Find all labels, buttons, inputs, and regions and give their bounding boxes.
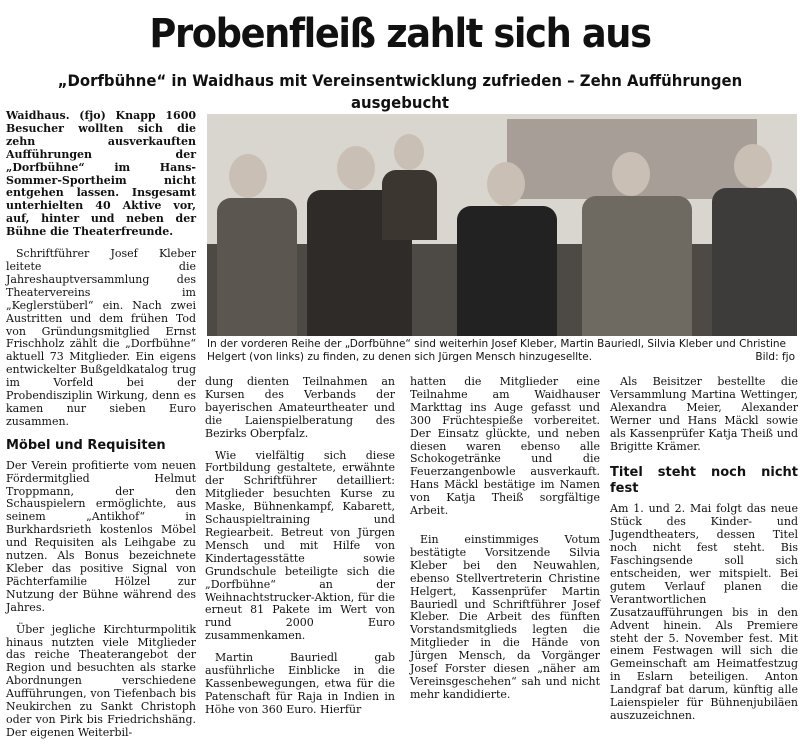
section-heading: Titel steht noch nicht fest [610, 465, 798, 497]
column-1 [6, 110, 196, 749]
caption-text: In der vorderen Reihe der „Dorfbühne“ sind weiterhin Josef Kleber, Martin Bauriedl, Silvia Kleber und Christine Helgert (von links) zu finden, zu denen sich Jürgen Mensch hinzugesellte. [207, 338, 787, 363]
paragraph: Über jegliche Kirchturmpolitik hinaus nutzten viele Mitglieder das reiche Theaterangebot der Region und besuchten als starke Abordnungen verschiedene Aufführungen, von Tiefenbach bis Neukirchen zu Sankt Christoph oder von Pirk bis Friedrichshäng. Der eigenen Weiterbil- [6, 622, 196, 739]
paragraph: Am 1. und 2. Mai folgt das neue Stück des Kinder- und Jugendtheaters, dessen Titel noch nicht fest steht. Bis Faschingsende soll sich entscheiden, wer mitspielt. Bei gutem Verlauf planen die Verantwortlichen Zusatzaufführungen bis in den Advent hinein. Als Premiere steht der 5. November fest. Mit einem Festwagen will sich die Gemeinschaft am Heimatfestzug in Eslarn beteiligen. Anton Landgraf bat darum, künftig alle Laienspieler für Bühnenjubiläen auszuzeichnen. [610, 502, 798, 722]
paragraph: dung dienten Teilnahmen an Kursen des Verbands der bayerischen Amateurtheater und die Laienspielberatung des Bezirks Oberpfalz. [205, 375, 395, 440]
lead-paragraph: Waidhaus. (fjo) Knapp 1600 Besucher wollten sich die zehn ausverkauften Aufführungen der „Dorfbühne“ im Hans-Sommer-Sportheim nicht entgehen lassen. Insgesamt unterhielten 40 Aktive vor, auf, hinter und neben der Bühne die Theaterfreunde. [6, 109, 196, 239]
paragraph: Martin Bauriedl gab ausführliche Einblicke in die Kassenbewegungen, etwa für die Patenschaft für Raja in Indien in Höhe von 360 Euro. Hierfür [205, 651, 395, 716]
subheadline: „Dorfbühne“ in Waidhaus mit Vereinsentwicklung zufrieden – Zehn Aufführungen ausgebucht [57, 71, 743, 112]
section-heading: Möbel und Requisiten [6, 437, 166, 453]
paragraph: Schriftführer Josef Kleber leitete die Jahreshauptversammlung des Theatervereins im „Keglerstüberl“ ein. Nach zwei Austritten und dem frühen Tod von Gründungsmitglied Ernst Frischholz zählt die „Dorfbühne“ aktuell 73 Mitglieder. Ein eigens entwickelter Bußgeldkatalog trug im Vorfeld bei der Probendisziplin Wirkung, denn es kamen nur sieben Euro zusammen. [6, 247, 196, 428]
paragraph: hatten die Mitglieder eine Teilnahme am Waidhauser Markttag ins Auge gefasst und 300 Früchtespieße vorbereitet. Der Einsatz glückte, und neben diesen waren ebenso alle Schokogetränke und die Feuerzangenbowle ausverkauft. Hans Mäckl bestätige im Namen von Katja Theiß sorgfältige Arbeit. [410, 375, 600, 518]
column-3 [410, 376, 600, 711]
headline: Probenfleiß zahlt sich aus [149, 11, 651, 57]
photo-credit: Bild: fjo [755, 351, 795, 363]
paragraph: Wie vielfältig sich diese Fortbildung gestaltete, erwähnte der Schriftführer detailliert: Mitglieder besuchten Kurse zu Maske, Bühnenkampf, Kabarett, Schauspieltraining und Regiearbeit. Betreut von Jürgen Mensch und mit Hilfe von Kindertagesstätte sowie Grundschule beteiligte sich die „Dorfbühne“ an der Weihnachtstrucker-Aktion, für die erneut 81 Pakete im Wert von rund 2000 Euro zusammenkamen. [205, 448, 395, 643]
group-photo [207, 114, 797, 336]
photo-caption [207, 338, 797, 364]
paragraph: Als Beisitzer bestellte die Versammlung Martina Wettinger, Alexandra Meier, Alexander Werner und Hans Mäckl sowie als Kassenprüfer Katja Theiß und Brigitte Krämer. [610, 375, 798, 453]
paragraph: Ein einstimmiges Votum bestätigte Vorsitzende Silvia Kleber bei den Neuwahlen, ebenso Stellvertreterin Christine Helgert, Kassenprüfer Martin Bauriedl und Schriftführer Josef Kleber. Die Arbeit des fünften Vorstandsmitglieds legten die Mitglieder in die Hände von Jürgen Mensch, da Vorgänger Josef Forster diesen „näher am Vereinsgeschehen“ sah und nicht mehr kandidierte. [410, 532, 600, 701]
column-2 [205, 376, 395, 726]
paragraph: Der Verein profitierte vom neuen Fördermitglied Helmut Troppmann, der den Schauspielern ermöglichte, aus seinem „Antikhof“ in Burkhardsrieth kostenlos Möbel und Requisiten als Leihgabe zu nutzen. Als Bonus bezeichnete Kleber das positive Signal von Pächterfamilie Hölzel zur Nutzung der Bühne während des Jahres. [6, 458, 196, 614]
column-4 [610, 376, 798, 732]
